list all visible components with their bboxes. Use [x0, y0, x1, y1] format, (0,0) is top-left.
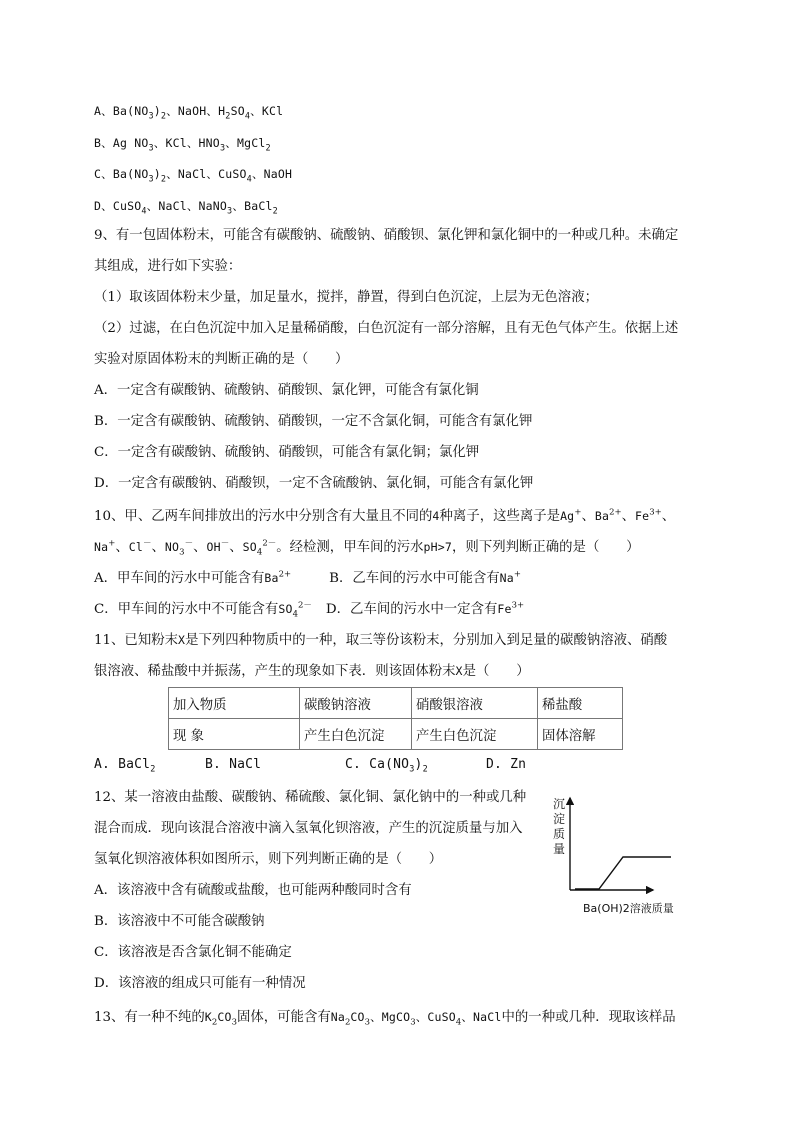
q9-option-c: C．一定含有碳酸钠、硫酸钠、硝酸钡，可能含有氯化铜；氯化钾: [94, 445, 480, 460]
q11-stem-line2: 银溶液、稀盐酸中并振荡，产生的现象如下表．则该固体粉末X是（ ）: [94, 664, 530, 679]
q10-stem-line1: 10、甲、乙两车间排放出的污水中分别含有大量且不同的4种离子，这些离子是Ag+、$Ba^{2+}$、$Fe^{3+}$、: [94, 507, 676, 524]
q12-stem-line2: 混合而成．现向该混合溶液中滴入氢氧化钡溶液，产生的沉淀质量与加入: [94, 821, 523, 836]
table-cell: 硝酸银溶液: [412, 688, 538, 719]
q10-stem-line2: Na+、Cl－、$NO_3^-$、OH－、$SO_4^{2-}$。经检测，甲车间的污水pH>7，则下列判断正确的是（ ）: [94, 538, 640, 558]
precipitate-mass-chart: [545, 790, 695, 920]
series-line: [575, 857, 671, 889]
q8-option-d: D、CuSO$_4$、NaCl、NaNO$_3$、BaCl$_2$: [94, 199, 278, 217]
table-row: [169, 719, 623, 750]
table-cell: 现 象: [169, 719, 300, 750]
q10-options-ab: A．甲车间的污水中可能含有$Ba^{2+}$ B．乙车间的污水中可能含有Na+: [94, 569, 522, 586]
table-cell: 产生白色沉淀: [300, 719, 412, 750]
q12-option-b: B．该溶液中不可能含碳酸钠: [94, 914, 265, 929]
q9-step2-line2: 实验对原固体粉末的判断正确的是（ ）: [94, 352, 349, 367]
q11-option-c: C. $Ca(NO_3)_2$: [345, 757, 428, 775]
table-cell: 加入物质: [169, 688, 300, 719]
q9-step2-line1: （2）过滤，在白色沉淀中加入足量稀硝酸，白色沉淀有一部分溶解，且有无色气体产生。依据上述: [94, 321, 679, 336]
q9-step1: （1）取该固体粉末少量，加足量水，搅拌，静置，得到白色沉淀，上层为无色溶液；: [94, 290, 598, 305]
table-cell: 碳酸钠溶液: [300, 688, 412, 719]
q9-option-a: A．一定含有碳酸钠、硫酸钠、硝酸钡、氯化钾，可能含有氯化铜: [94, 383, 479, 398]
q11-option-b: B. NaCl: [205, 757, 262, 772]
y-axis-label: 沉淀质量: [553, 797, 566, 856]
q11-option-d: D. Zn: [486, 757, 527, 772]
q9-stem-line2: 其组成，进行如下实验：: [94, 259, 242, 274]
q9-option-d: D．一定含有碳酸钠、硝酸钡，一定不含硫酸钠、氯化铜，可能含有氯化钾: [94, 476, 534, 491]
q12-option-d: D．该溶液的组成只可能有一种情况: [94, 976, 306, 991]
q9-option-b: B．一定含有碳酸钠、硫酸钠、硝酸钡，一定不含氯化铜，可能含有氯化钾: [94, 414, 533, 429]
table-cell: 固体溶解: [538, 719, 623, 750]
q12-stem-line1: 12、某一溶液由盐酸、碳酸钠、稀硫酸、氯化铜、氯化钠中的一种或几种: [94, 790, 527, 805]
q12-option-c: C．该溶液是否含氯化铜不能确定: [94, 945, 292, 960]
q13-stem-line1: 13、有一种不纯的$K_2CO_3$固体，可能含有$Na_2CO_3$、MgCO$_3$、CuSO$_4$、NaCl中的一种或几种．现取该样品: [94, 1010, 676, 1028]
q11-stem-line1: 11、已知粉末X是下列四种物质中的一种，取三等份该粉末，分别加入到足量的碳酸钠溶液、硝酸: [94, 633, 668, 648]
q12-option-a: A．该溶液中含有硫酸或盐酸，也可能两种酸同时含有: [94, 883, 412, 898]
q11-option-a: A. BaCl$_2$: [94, 757, 156, 775]
table-cell: 产生白色沉淀: [412, 719, 538, 750]
q8-option-a: A、$Ba(NO_3)_2$、NaOH、$H_2SO_4$、KCl: [94, 104, 284, 122]
table-cell: 稀盐酸: [538, 688, 623, 719]
x-axis-label: Ba(OH)2溶液质量: [583, 902, 674, 915]
q10-options-cd: C．甲车间的污水中不可能含有$SO_4^{2-}$ D．乙车间的污水中一定含有$Fe^{3+}$: [94, 600, 525, 620]
q12-stem-line3: 氢氧化钡溶液体积如图所示，则下列判断正确的是（ ）: [94, 852, 443, 867]
q8-option-b: B、Ag $NO_3$、KCl、$HNO_3$、MgCl$_2$: [94, 136, 271, 154]
observation-table: [168, 687, 623, 750]
table-row: [169, 688, 623, 719]
q9-stem-line1: 9、有一包固体粉末，可能含有碳酸钠、硫酸钠、硝酸钡、氯化钾和氯化铜中的一种或几种。未确定: [94, 228, 679, 243]
q8-option-c: C、$Ba(NO_3)_2$、NaCl、CuSO$_4$、NaOH: [94, 167, 293, 185]
